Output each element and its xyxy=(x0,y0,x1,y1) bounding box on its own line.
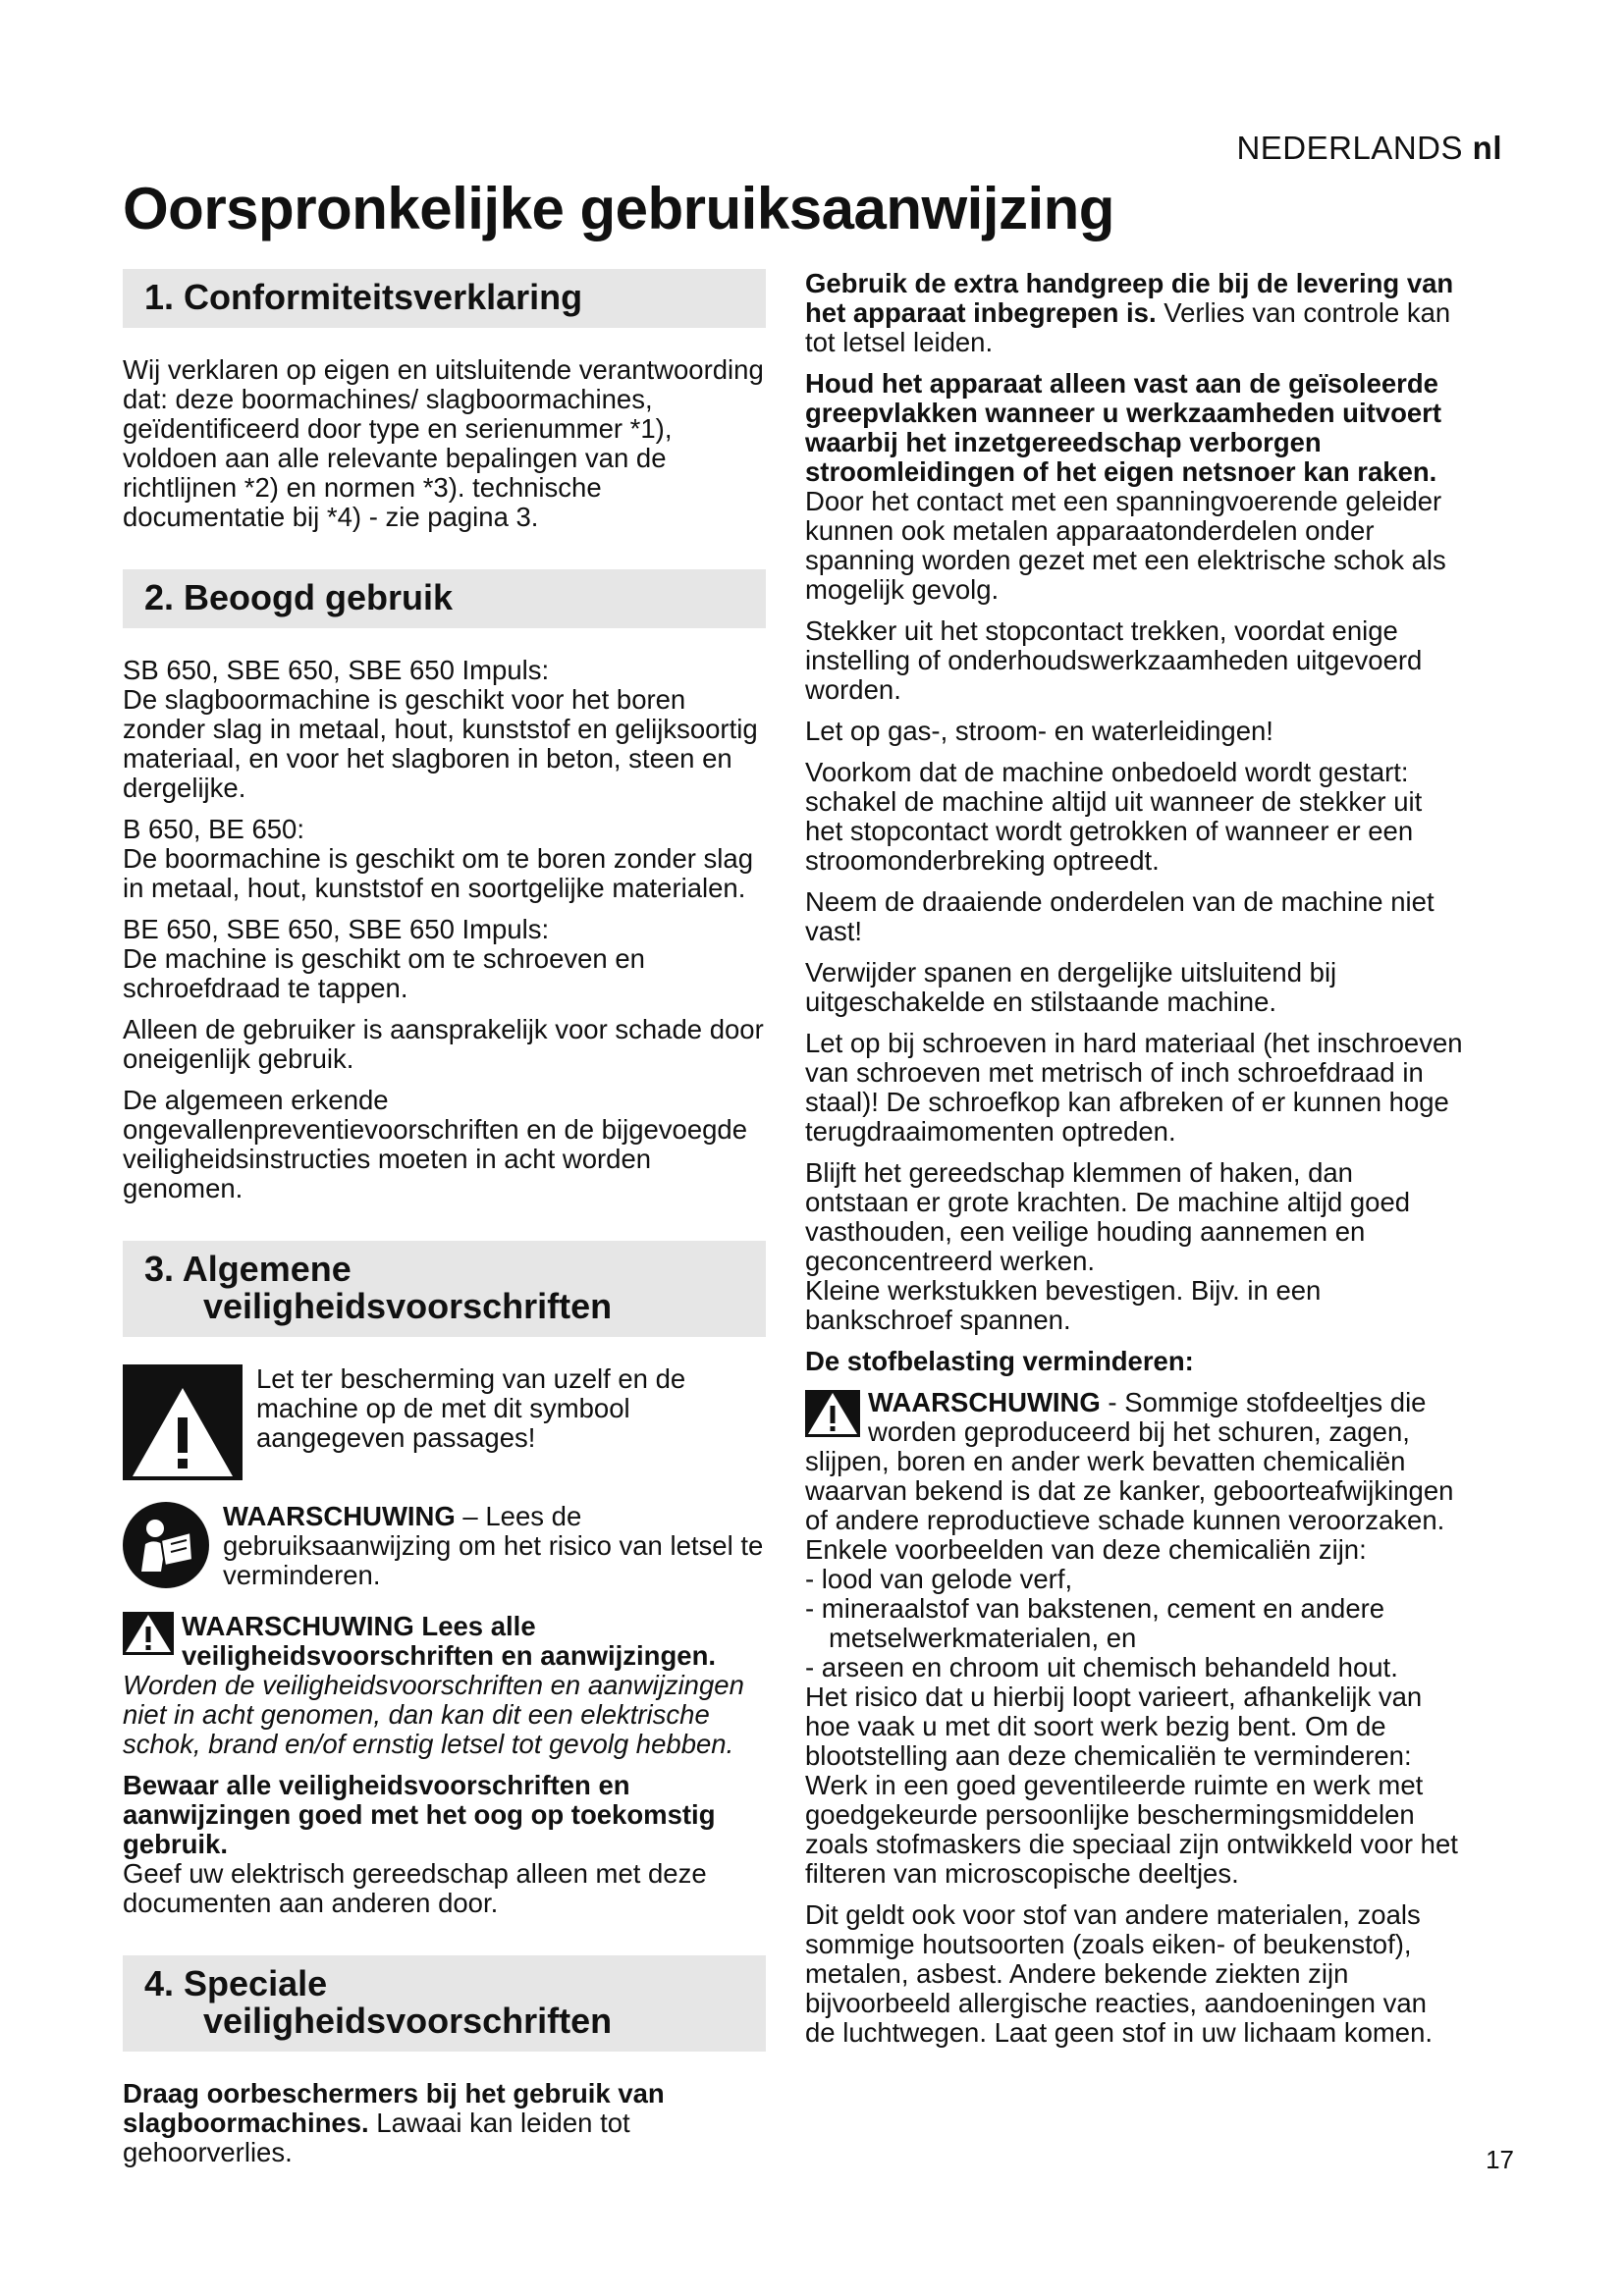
language-label: NEDERLANDS nl xyxy=(1236,130,1502,166)
list-item: - lood van gelode verf, xyxy=(805,1564,1073,1594)
unintended-start-note: Voorkom dat de machine onbedoeld wordt gestart: schakel de machine altijd uit wanneer de stekker uit het stopcontact wordt getrokken of wanneer er een stroomonderbreking optreedt. xyxy=(805,757,1423,876)
dust-warning-triangle-icon xyxy=(805,1390,860,1437)
insulated-grip-note: Houd het apparaat alleen vast aan de geïsoleerde greepvlakken wanneer u werkzaamheden uitvoert waarbij het inzetgereedschap verborgen stroomleidingen of het eigen netsnoer kan raken. Door het contact met een spanningvoerende geleider kunnen ook metalen apparaatonderdelen onder spanning worden gezet met een elektrische schok als mogelijk gevolg. xyxy=(805,368,1446,605)
dust-warning: WAARSCHUWING - Sommige stofdeeltjes die worden geproduceerd bij het schuren, zagen, slijpen, boren en ander werk bevatten chemicaliën waarvan bekend is dat ze kanker, geboorteafwijkingen of andere reproductieve schade kunnen veroorzaken. Enkele voorbeelden van deze chemicaliën zijn: xyxy=(805,1387,1454,1565)
read-manual-text: WAARSCHUWING – Lees de gebruiksaanwijzing om het risico van letsel te verminderen. xyxy=(223,1501,764,1590)
conformity-text: Wij verklaren op eigen en uitsluitende verantwoording dat: deze boormachines/ slagboormachines, geïdentificeerd door type en serienummer *1), voldoen aan alle relevante bepalingen van de richtlijnen *2) en normen *3). technische documentatie bij *4) - zie pagina 3. xyxy=(123,354,764,532)
extra-handle-note: Gebruik de extra handgreep die bij de levering van het apparaat inbegrepen is. Verlies van controle kan tot letsel leiden. xyxy=(805,268,1454,357)
hard-material-note: Let op bij schroeven in hard materiaal (het inschroeven van schroeven met metrisch of inch schroefdraad in staal)! De schroefkop kan afbreken of er kunnen hoge terugdraaimomenten optreden. xyxy=(805,1028,1463,1147)
intended-use-p2: B 650, BE 650: De boormachine is geschikt om te boren zonder slag in metaal, hout, kunststof en soortgelijke materialen. xyxy=(123,814,754,903)
chips-removal-note: Verwijder spanen en dergelijke uitsluitend bij uitgeschakelde en stilstaande machine. xyxy=(805,957,1337,1017)
small-workpieces-note: Kleine werkstukken bevestigen. Bijv. in een bankschroef spannen. xyxy=(805,1275,1322,1335)
list-item: metselwerkmaterialen, en xyxy=(829,1623,1137,1653)
rotating-parts-note: Neem de draaiende onderdelen van de machine niet vast! xyxy=(805,886,1435,946)
triangle-note-text: Let ter bescherming van uzelf en de machine op de met dit symbool aangegeven passages! xyxy=(256,1363,686,1453)
dust-risk-text: Het risico dat u hierbij loopt varieert, afhankelijk van hoe vaak u met dit soort werk bezig bent. Om de blootstelling aan deze chemicaliën te verminderen: Werk in een goed geventileerde ruimte en werk met goedgekeurde persoonlijke beschermingsmiddelen zoals stofmaskers die speciaal zijn ontwikkeld voor het filteren van microscopische deeltjes. xyxy=(805,1682,1458,1889)
list-item: - mineraalstof van bakstenen, cement en andere xyxy=(805,1593,1385,1624)
keep-instructions: Bewaar alle veiligheidsvoorschriften en aanwijzingen goed met het oog op toekomstig gebruik. Geef uw elektrisch gereedschap alleen met deze documenten aan anderen door. xyxy=(123,1770,716,1918)
utility-lines-note: Let op gas-, stroom- en waterleidingen! xyxy=(805,716,1273,746)
jamming-note: Blijft het gereedschap klemmen of haken, dan ontstaan er grote krachten. De machine altijd goed vasthouden, een veilige houding aannemen en geconcentreerd werken. xyxy=(805,1157,1411,1276)
ear-protection-note: Draag oorbeschermers bij het gebruik van slagboormachines. Lawaai kan leiden tot gehoorverlies. xyxy=(123,2078,665,2167)
page-title: Oorspronkelijke gebruiksaanwijzing xyxy=(123,176,1114,241)
right-column xyxy=(805,269,1463,2059)
list-item: - arseen en chroom uit chemisch behandeld hout. xyxy=(805,1652,1398,1682)
read-all-warning: WAARSCHUWING Lees alle veiligheidsvoorschriften en aanwijzingen. Worden de veiligheidsvoorschriften en aanwijzingen niet in acht genomen, dan kan dit een elektrische schok, brand en/of ernstig letsel tot gevolg hebben. xyxy=(123,1611,744,1759)
read-manual-icon xyxy=(123,1502,209,1588)
section-heading-conformity: 1. Conformiteitsverklaring xyxy=(123,269,766,328)
intended-use-p3: BE 650, SBE 650, SBE 650 Impuls: De machine is geschikt om te schroeven en schroefdraad te tappen. xyxy=(123,914,645,1003)
other-dust-text: Dit geldt ook voor stof van andere materialen, zoals sommige houtsoorten (zoals eiken- of beukenstof), metalen, asbest. Andere bekende ziekten zijn bijvoorbeeld allergische reacties, aandoeningen van de luchtwegen. Laat geen stof in uw lichaam komen. xyxy=(805,1899,1433,2048)
intended-use-p5: De algemeen erkende ongevallenpreventievoorschriften en de bijgevoegde veiligheidsinstructies moeten in acht worden genomen. xyxy=(123,1085,748,1203)
left-column xyxy=(123,269,766,2179)
warning-triangle-icon xyxy=(123,1364,243,1480)
unplug-note: Stekker uit het stopcontact trekken, voordat enige instelling of onderhoudswerkzaamheden uitgevoerd worden. xyxy=(805,615,1423,705)
dust-heading: De stofbelasting verminderen: xyxy=(805,1346,1194,1376)
intended-use-p4: Alleen de gebruiker is aansprakelijk voor schade door oneigenlijk gebruik. xyxy=(123,1014,764,1074)
warning-triangle-note xyxy=(123,1364,766,1480)
section-heading-general-safety: 3. Algemene veiligheidsvoorschriften xyxy=(123,1241,766,1337)
intended-use-p1: SB 650, SBE 650, SBE 650 Impuls: De slagboormachine is geschikt voor het boren zonder slag in metaal, hout, kunststof en gelijksoortig materiaal, en voor het slagboren in beton, steen en dergelijke. xyxy=(123,655,758,803)
read-manual-warning xyxy=(123,1502,766,1590)
section-heading-special-safety: 4. Speciale veiligheidsvoorschriften xyxy=(123,1955,766,2052)
page-number: 17 xyxy=(1486,2145,1514,2174)
section-heading-intended-use: 2. Beoogd gebruik xyxy=(123,569,766,628)
small-warning-triangle-icon xyxy=(123,1612,174,1655)
